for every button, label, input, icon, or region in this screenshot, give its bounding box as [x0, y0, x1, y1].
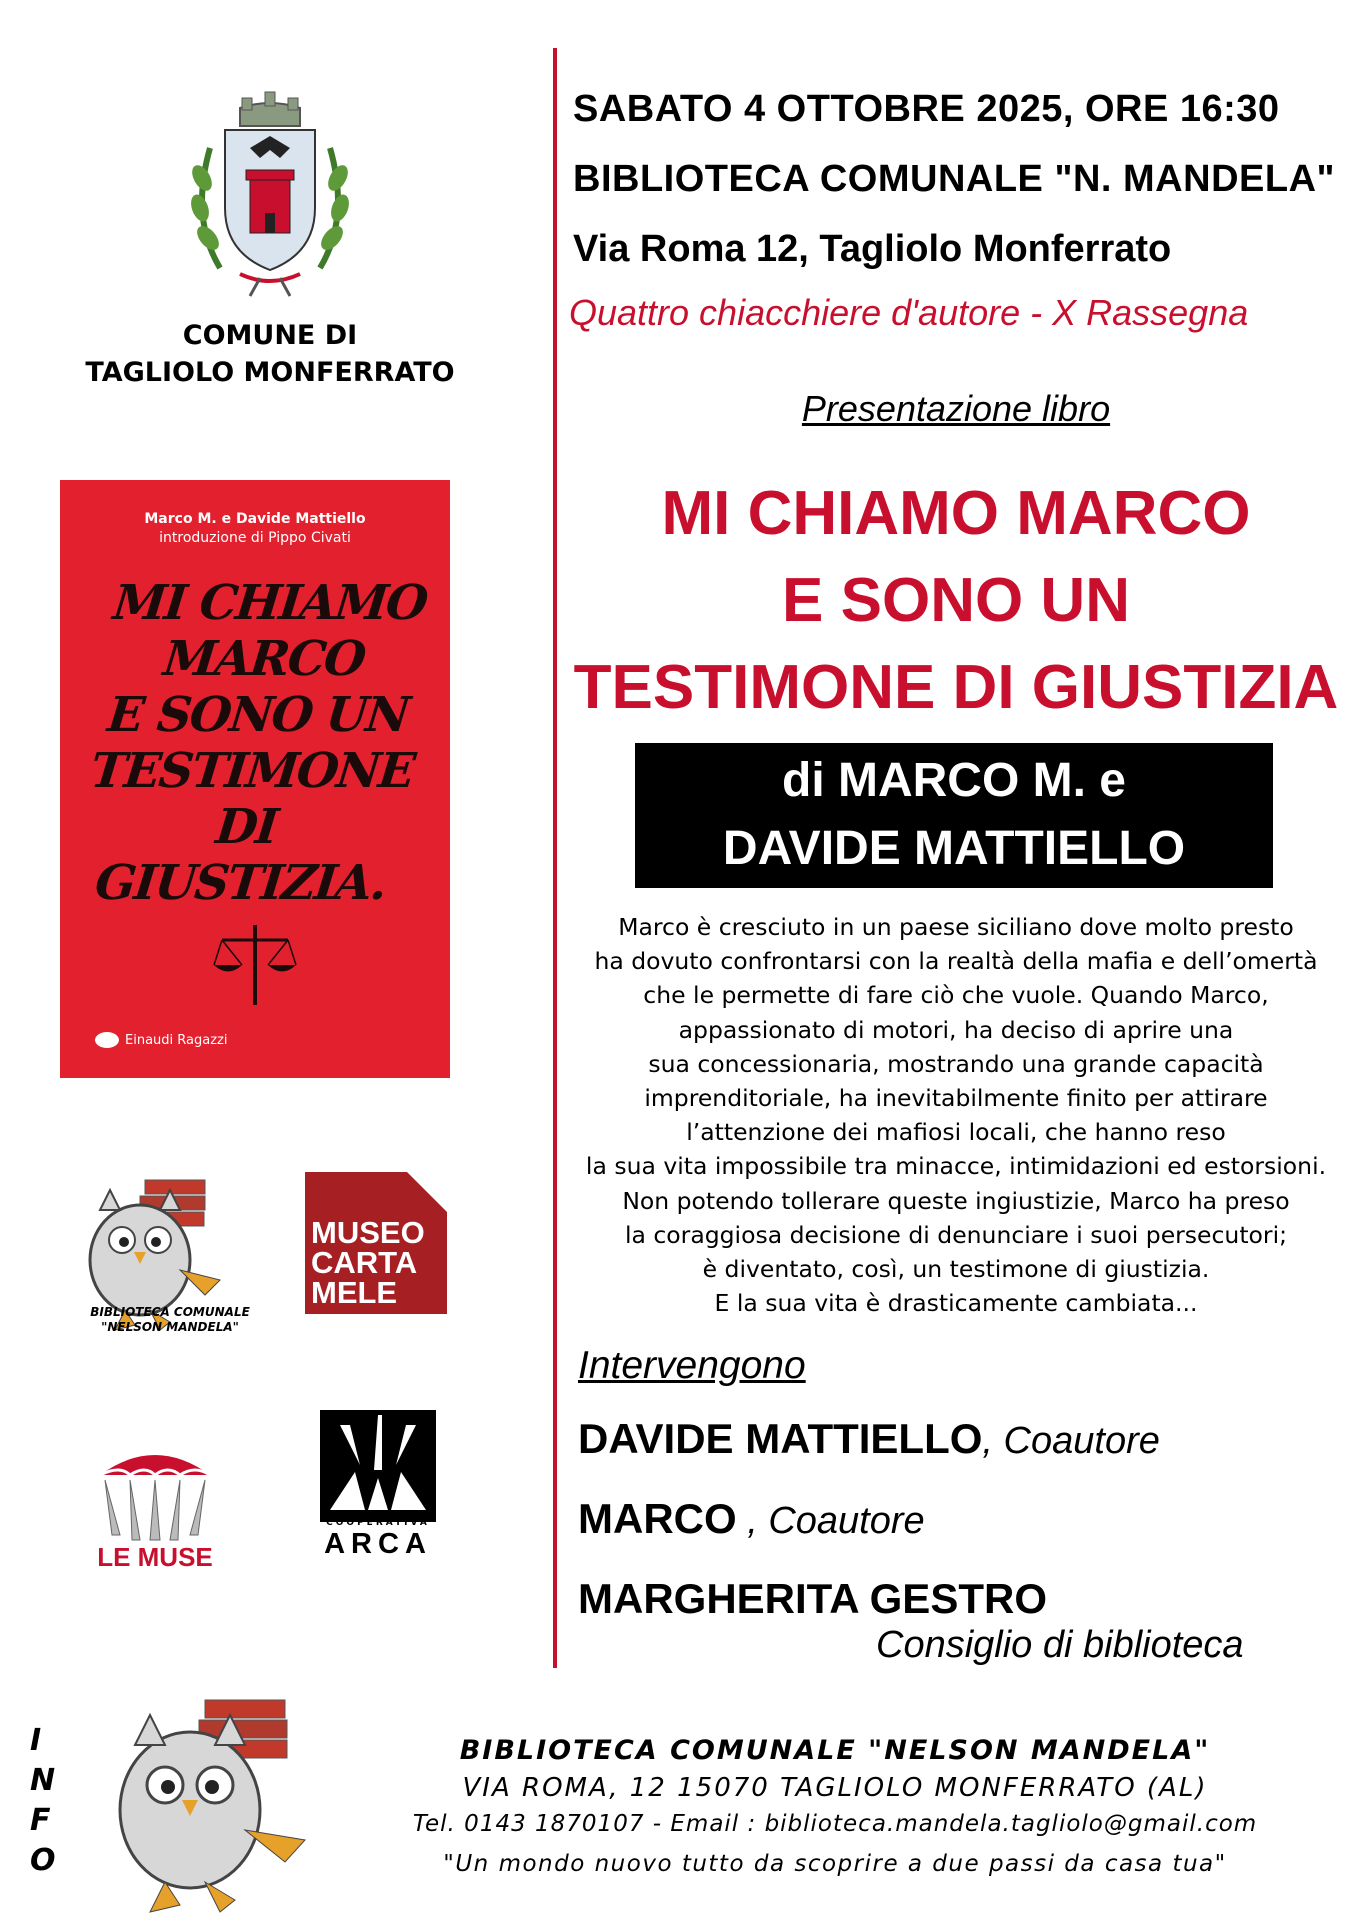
publisher-name: Einaudi Ragazzi [125, 1032, 228, 1048]
synopsis-line: la sua vita impossibile tra minacce, intimidazioni ed estorsioni. [585, 1152, 1327, 1181]
comune-line2: TAGLIOLO MONFERRATO [85, 357, 455, 388]
synopsis-line: ha dovuto confrontarsi con la realtà della mafia e dell’omertà [594, 947, 1318, 976]
book-title-line: MI CHIAMO MARCO [661, 479, 1251, 548]
footer-contacts: Tel. 0143 1870107 - Email : biblioteca.mandela.tagliolo@gmail.com [412, 1811, 1258, 1837]
arca-logo-icon [320, 1410, 436, 1522]
synopsis-line: Non potendo tollerare queste ingiustizie, Marco ha preso [622, 1186, 1290, 1215]
speaker-role: , Coautore [736, 1500, 925, 1542]
vertical-divider [553, 48, 557, 1668]
synopsis-line: la coraggiosa decisione di denunciare i suoi persecutori; [624, 1220, 1288, 1249]
cover-author-names: Marco M. e Davide Mattiello [144, 511, 366, 527]
cover-title-line: MI CHIAMO [110, 575, 429, 631]
synopsis-line: che le permette di fare ciò che vuole. Quando Marco, [643, 981, 1269, 1010]
presentation-heading: Presentazione libro [801, 388, 1111, 429]
library-logo-line1: BIBLIOTECA COMUNALE [90, 1305, 250, 1319]
speaker-2 [578, 1495, 925, 1543]
event-date: SABATO 4 OTTOBRE 2025, ORE 16:30 [573, 88, 1280, 130]
page-curl-icon [407, 1172, 447, 1212]
footer-library-name: BIBLIOTECA COMUNALE "NELSON MANDELA" [459, 1735, 1211, 1766]
event-venue: BIBLIOTECA COMUNALE "N. MANDELA" [573, 158, 1336, 200]
museo-line: CARTA [311, 1245, 418, 1280]
cover-title [70, 575, 439, 911]
cover-title-line: TESTIMONE DI [87, 743, 417, 855]
speaker-3-role: Consiglio di biblioteca [876, 1624, 1244, 1666]
comune-label [60, 317, 480, 391]
cover-title-line: GIUSTIZIA. [92, 855, 389, 911]
cover-intro: introduzione di Pippo Civati [159, 530, 351, 546]
book-title-line: E SONO UN [782, 566, 1130, 635]
le-muse-label: LE MUSE [97, 1542, 213, 1572]
synopsis-line: Marco è cresciuto in un paese siciliano dove molto presto [618, 913, 1294, 941]
arca-cooperativa-label: COOPERATIVA [326, 1518, 430, 1528]
book-title-line: TESTIMONE DI GIUSTIZIA [573, 653, 1339, 722]
info-letter: F [30, 1803, 51, 1838]
municipal-crest-icon [180, 78, 360, 300]
book-cover [60, 480, 450, 1078]
owl-library-mascot-icon [95, 1690, 325, 1920]
synopsis-line: sua concessionaria, mostrando una grande capacità [648, 1049, 1264, 1078]
cover-authors [60, 510, 450, 548]
intervengono-heading: Intervengono [578, 1344, 806, 1387]
speaker-1 [578, 1415, 1160, 1463]
cover-title-line: MARCO [160, 631, 367, 687]
speaker-name: DAVIDE MATTIELLO [578, 1415, 983, 1462]
le-muse-logo-icon [90, 1440, 220, 1550]
footer-address: VIA ROMA, 12 15070 TAGLIOLO MONFERRATO (AL) [462, 1773, 1208, 1803]
library-logo-caption [55, 1305, 285, 1335]
museo-line: MUSEO [311, 1215, 425, 1250]
footer-motto: "Un mondo nuovo tutto da scoprire a due passi da casa tua" [443, 1851, 1227, 1877]
book-synopsis [566, 910, 1346, 1320]
synopsis-line: è diventato, così, un testimone di giustizia. [702, 1255, 1210, 1284]
event-series: Quattro chiacchiere d'autore - X Rassegna [569, 292, 1249, 333]
speaker-role: , Coautore [982, 1420, 1160, 1462]
authors-line2: DAVIDE MATTIELLO [722, 822, 1186, 875]
info-letter: I [30, 1723, 42, 1758]
library-logo-line2: "NELSON MANDELA" [101, 1320, 239, 1334]
info-letter: N [30, 1763, 56, 1798]
museo-line: MELE [311, 1275, 398, 1310]
synopsis-line: imprenditoriale, ha inevitabilmente finito per attirare [644, 1084, 1268, 1113]
book-title [566, 470, 1346, 731]
cover-publisher [95, 1032, 227, 1048]
museo-text [311, 1215, 425, 1310]
cover-title-line: E SONO UN [105, 687, 411, 743]
speaker-name: MARGHERITA GESTRO [578, 1575, 1047, 1622]
speaker-3 [578, 1575, 1047, 1623]
info-letter: O [30, 1843, 56, 1878]
comune-line1: COMUNE DI [182, 320, 358, 351]
event-address: Via Roma 12, Tagliolo Monferrato [573, 228, 1172, 270]
synopsis-line: E la sua vita è drasticamente cambiata... [714, 1289, 1198, 1318]
synopsis-line: l’attenzione dei mafiosi locali, che hanno reso [686, 1118, 1226, 1147]
authors-line1: di MARCO M. e [782, 754, 1126, 807]
speaker-name: MARCO [578, 1495, 737, 1542]
museo-carta-mele-logo [305, 1172, 447, 1314]
publisher-logo-icon [95, 1032, 119, 1048]
arca-label: ARCA [324, 1528, 432, 1560]
authors-banner [635, 743, 1273, 888]
synopsis-line: appassionato di motori, ha deciso di aprire una [678, 1015, 1234, 1044]
scales-of-justice-icon [210, 920, 300, 1010]
